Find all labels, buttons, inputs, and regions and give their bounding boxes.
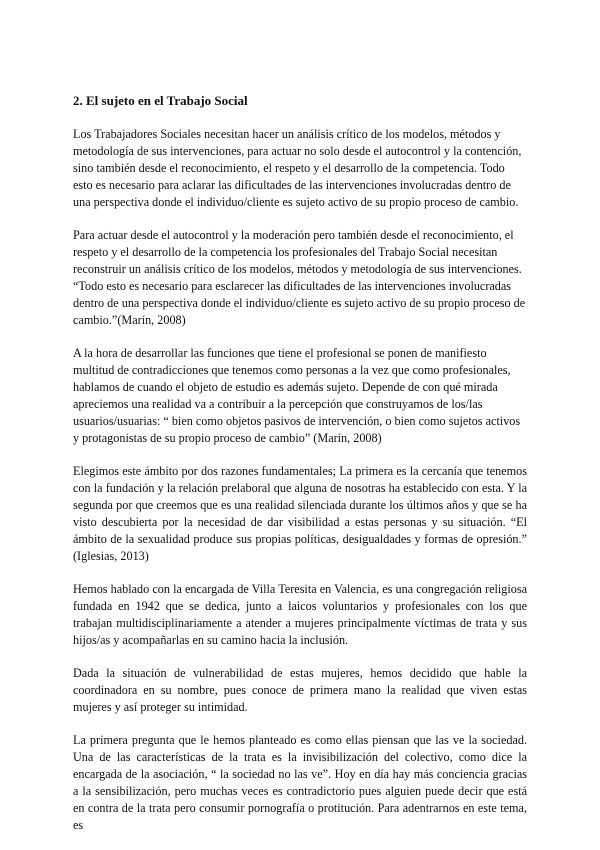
paragraph-6: Dada la situación de vulnerabilidad de estas mujeres, hemos decidido que hable la coordinadora en su nombre, pues conoce de primera mano la realidad que viven estas mujeres y así proteger su intimidad.: [73, 666, 527, 714]
paragraph-3: A la hora de desarrollar las funciones que tiene el profesional se ponen de manifiesto multitud de contradicciones que tenemos como personas a la vez que como profesionales, hablamos de cuando el objeto de estudio es además sujeto. Depende de con qué mirada apreciemos una realidad va a contribuir a la percepción que construyamos de los/las usuarios/usuarias: “ bien como objetos pasivos de intervención, o bien como sujetos activos y protagonistas de su propio proceso de cambio” (Marín, 2008): [73, 346, 521, 445]
paragraph-4: Elegimos este ámbito por dos razones fundamentales; La primera es la cercanía que tenemos con la fundación y la relación prelaboral que alguna de nosotras ha establecido con esta. Y la segunda por que creemos que es una realidad silenciada durante los últimos años y que se ha visto descubierta por la necesidad de dar visibilidad a estas personas y su situación. “El ámbito de la sexualidad produce sus propias políticas, desigualdades y formas de opresión.” (Iglesias, 2013): [73, 464, 527, 563]
paragraph-7: La primera pregunta que le hemos planteado es como ellas piensan que las ve la sociedad. Una de las características de la trata es la invisibilización del colectivo, como dice la encargada de la asociación, “ la sociedad no las ve”. Hoy en día hay más conciencia gracias a la sensibilización, pero muchas veces es contradictorio pues alguien puede decir que está en contra de la trata pero consumir pornografía o protitución. Para adentrarnos en este tema, es: [73, 733, 527, 832]
paragraph-2: Para actuar desde el autocontrol y la moderación pero también desde el reconocimiento, el respeto y el desarrollo de la competencia los profesionales del Trabajo Social necesitan reconstruir un análisis crítico de los modelos, métodos y metodología de sus intervenciones. “Todo esto es necesario para esclarecer las dificultades de las intervenciones involucradas dentro de una perspectiva donde el individuo/cliente es sujeto activo de su propio proceso de cambio.”(Marín, 2008): [73, 228, 526, 327]
paragraph-5: Hemos hablado con la encargada de Villa Teresita en Valencia, es una congregación religiosa fundada en 1942 que se dedica, junto a laicos voluntarios y profesionales con los que trabajan multidisciplinariamente a atender a mujeres principalmente víctimas de trata y sus hijos/as y acompañarlas en su camino hacia la inclusión.: [73, 582, 527, 647]
paragraph-1: Los Trabajadores Sociales necesitan hacer un análisis crítico de los modelos, métodos y metodología de sus intervenciones, para actuar no solo desde el autocontrol y la contención, sino también desde el reconocimiento, el respeto y el desarrollo de la competencia. Todo esto es necesario para aclarar las dificultades de las intervenciones involucradas dentro de una perspectiva donde el individuo/cliente es sujeto activo de su propio proceso de cambio.: [73, 127, 522, 209]
section-heading: 2. El sujeto en el Trabajo Social: [73, 93, 248, 108]
document-body: [73, 92, 527, 850]
